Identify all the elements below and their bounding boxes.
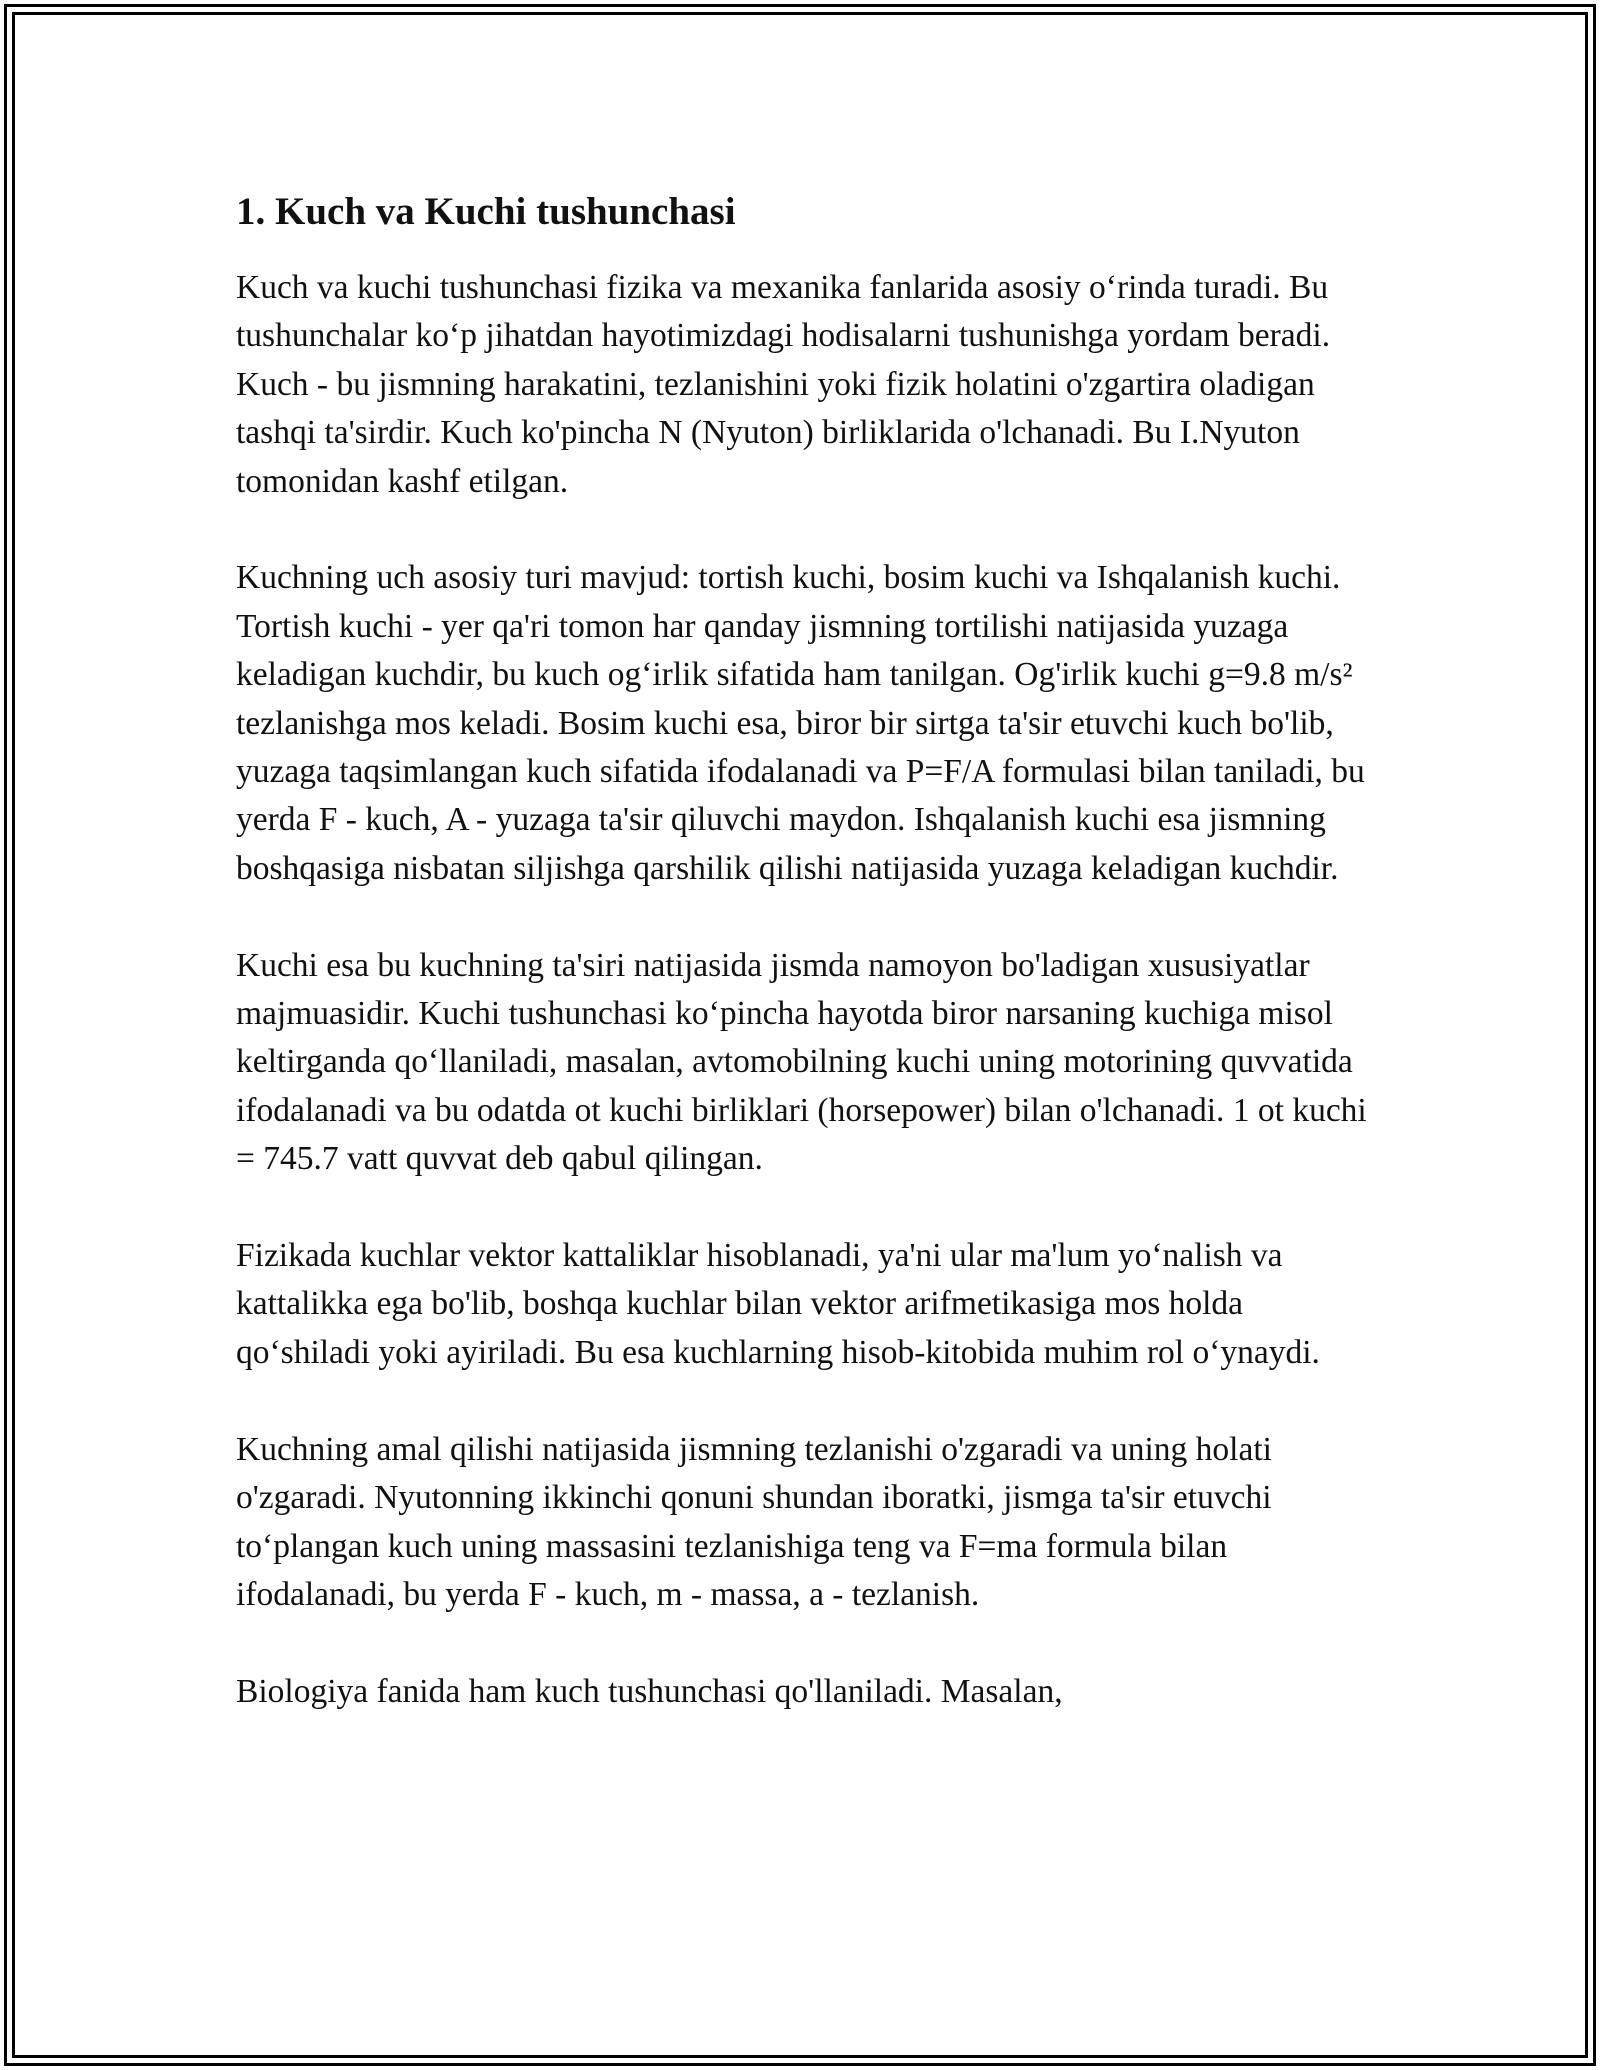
paragraph-force-types: Kuchning uch asosiy turi mavjud: tortish kuchi, bosim kuchi va Ishqalanish kuchi. Tortish kuchi - yer qa'ri tomon har qanday jismning tortilishi natijasida yuzaga keladigan kuchdir, bu kuch og‘irlik sifatida ham tanilgan. Og'irlik kuchi g=9.8 m/s² tezlanishga mos keladi. Bosim kuchi esa, biror bir sirtga ta'sir etuvchi kuch bo'lib, yuzaga taqsimlangan kuch sifatida ifodalanadi va P=F/A formulasi bilan taniladi, bu yerda F - kuch, A - yuzaga ta'sir qiluvchi maydon. Ishqalanish kuchi esa jismning boshqasiga nisbatan siljishga qarshilik qilishi natijasida yuzaga keladigan kuchdir. — [236, 559, 1365, 887]
document-title: 1. Kuch va Kuchi tushunchasi — [236, 190, 736, 233]
paragraph-power: Kuchi esa bu kuchning ta'siri natijasida jismda namoyon bo'ladigan xususiyatlar majmuasidir. Kuchi tushunchasi ko‘pincha hayotda biror narsaning kuchiga misol keltirganda qo‘llaniladi, masalan, avtomobilning kuchi uning motorining quvvatida ifodalanadi va bu odatda ot kuchi birliklari (horsepower) bilan o'lchanadi. 1 ot kuchi = 745.7 vatt quvvat deb qabul qilingan. — [236, 946, 1367, 1178]
paragraph-biology: Biologiya fanida ham kuch tushunchasi qo'llaniladi. Masalan, — [236, 1672, 1063, 1710]
document-body — [236, 186, 1374, 1765]
paragraph-newton-second-law: Kuchning amal qilishi natijasida jismning tezlanishi o'zgaradi va uning holati o'zgaradi. Nyutonning ikkinchi qonuni shundan iboratki, jismga ta'sir etuvchi to‘plangan kuch uning massasini tezlanishiga teng va F=ma formula bilan ifodalanadi, bu yerda F - kuch, m - massa, a - tezlanish. — [236, 1430, 1272, 1613]
paragraph-definition: Kuch va kuchi tushunchasi fizika va mexanika fanlarida asosiy o‘rinda turadi. Bu tushunchalar ko‘p jihatdan hayotimizdagi hodisalarni tushunishga yordam beradi. Kuch - bu jismning harakatini, tezlanishini yoki fizik holatini o'zgartira oladigan tashqi ta'sirdir. Kuch ko'pincha N (Nyuton) birliklarida o'lchanadi. Bu I.Nyuton tomonidan kashf etilgan. — [236, 269, 1331, 500]
paragraph-vectors: Fizikada kuchlar vektor kattaliklar hisoblanadi, ya'ni ular ma'lum yo‘nalish va kattalikka ega bo'lib, boshqa kuchlar bilan vektor arifmetikasiga mos holda qo‘shiladi yoki ayiriladi. Bu esa kuchlarning hisob-kitobida muhim rol o‘ynaydi. — [236, 1237, 1320, 1371]
